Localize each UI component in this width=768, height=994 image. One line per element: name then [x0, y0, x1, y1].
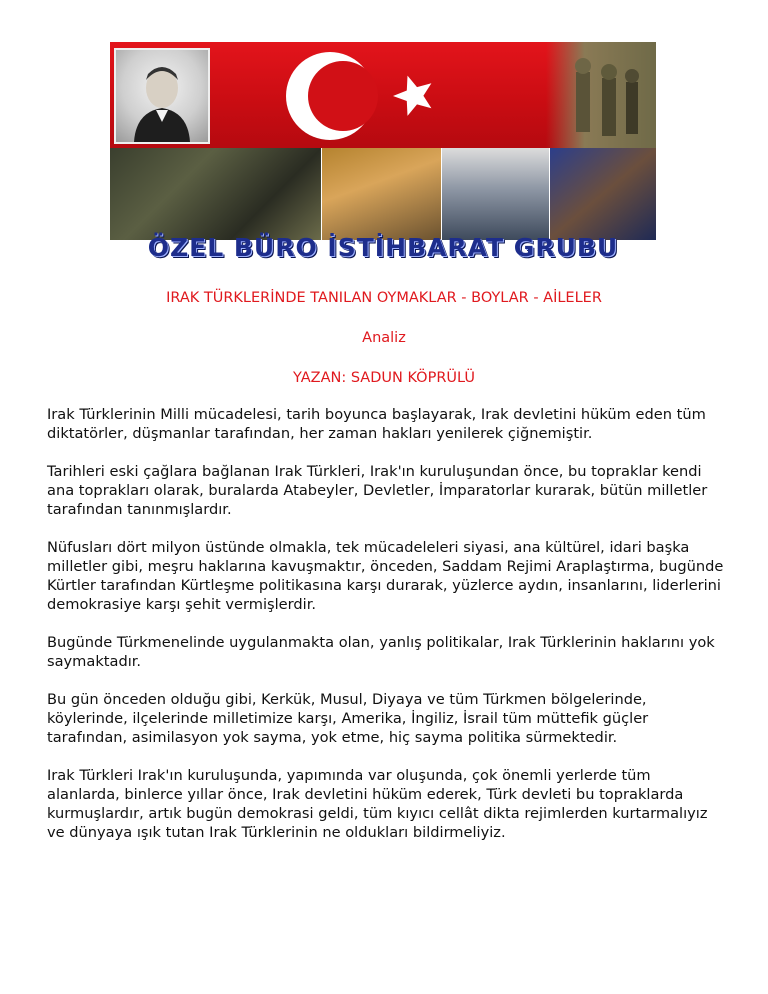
turkish-flag-strip	[110, 42, 656, 148]
article-body	[47, 405, 727, 861]
document-title: IRAK TÜRKLERİNDE TANILAN OYMAKLAR - BOYLAR - AİLELER	[166, 290, 602, 306]
paragraph: Bu gün önceden olduğu gibi, Kerkük, Musul, Diyaya ve tüm Türkmen bölgelerinde, köylerinde, ilçelerinde milletimize karşı, Amerika, İngiliz, İsrail tüm müttefik güçler tarafından, asimilasyon yok sayma, yok etme, hiç sayma politika sürmektedir.	[47, 691, 649, 746]
document-subtitle: Analiz	[362, 330, 406, 346]
author-line: YAZAN: SADUN KÖPRÜLÜ	[292, 370, 475, 386]
ataturk-portrait	[114, 48, 210, 144]
paragraph: Irak Türkleri Irak'ın kuruluşunda, yapımında var oluşunda, çok önemli yerlerde tüm alanlarda, binlerce yıllar önce, Irak devletini hüküm ederek, Türk devleti bu topraklarda kurmuşlardır, artık bugün demokrasi geldi, tüm kıyıcı cellât dikta rejimlerden kurtarmalıyız ve dünyaya ışık tutan Irak Türklerinin ne oldukları bildirmeliyiz.	[47, 767, 708, 841]
paragraph: Nüfusları dört milyon üstünde olmakla, tek mücadeleleri siyasi, ana kültürel, idari başka milletler gibi, meşru haklarına kavuşmaktır, önceden, Saddam Rejimi Araplaştırma, bugünde Kürtler tarafından Kürtleşme politikasına karşı durarak, yüzlerce aydın, insanlarını, liderlerini demokrasiye karşı şehit vermişlerdir.	[47, 539, 724, 613]
paragraph: Tarihleri eski çağlara bağlanan Irak Türkleri, Irak'ın kuruluşundan önce, bu topraklar kendi ana toprakları olarak, buralarda Atabeyler, Devletler, İmparatorlar kurarak, bütün milletler tarafından tanınmışlardır.	[47, 463, 708, 518]
paragraph: Irak Türklerinin Milli mücadelesi, tarih boyunca başlayarak, Irak devletini hüküm eden tüm diktatörler, düşmanlar tarafından, her zaman hakları yenilerek çiğnemiştir.	[47, 406, 706, 442]
photo-strip	[110, 148, 656, 240]
operations-room-photo	[322, 148, 442, 240]
soldiers-statue-image	[546, 42, 656, 148]
crescent-star-icon	[275, 46, 465, 146]
header-banner	[110, 42, 656, 264]
paragraph: Bugünde Türkmenelinde uygulanmakta olan, yanlış politikalar, Irak Türklerinin haklarını yok saymaktadır.	[47, 634, 715, 670]
operator-photo	[550, 148, 656, 240]
soldiers-photo	[110, 148, 322, 240]
computer-lab-photo	[442, 148, 550, 240]
banner-title: ÖZEL BÜRO İSTİHBARAT GRUBU	[147, 233, 619, 262]
